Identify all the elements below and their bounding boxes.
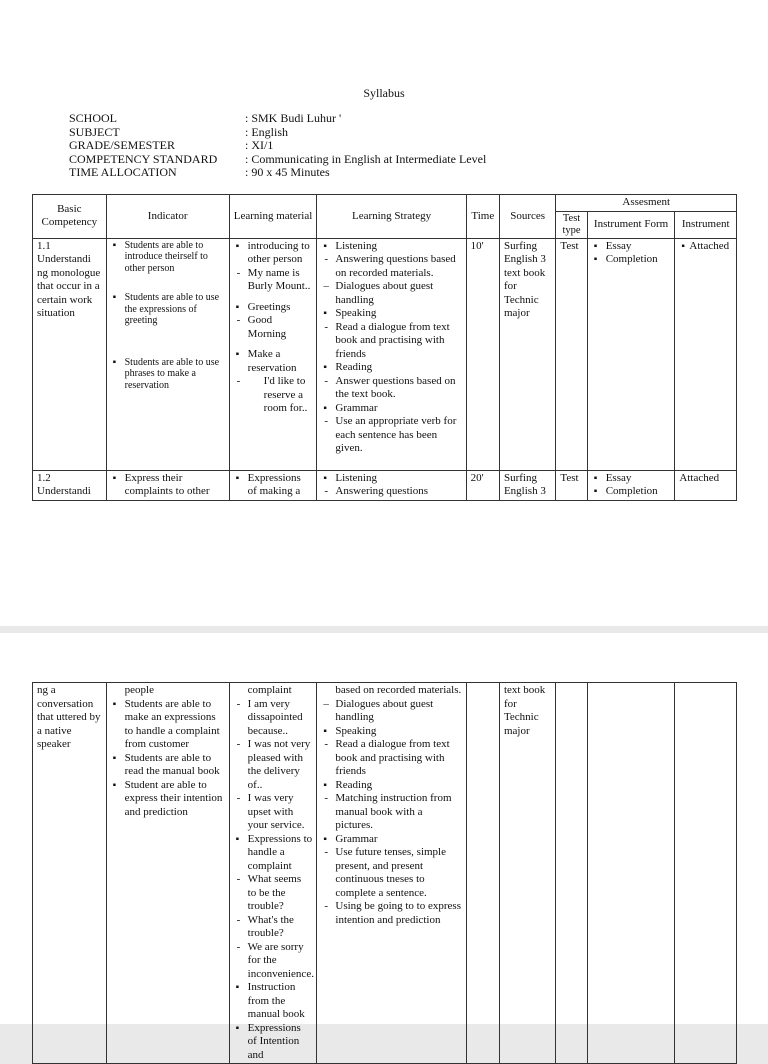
table-row: [33, 470, 737, 500]
learning-strategy-cell: [317, 470, 466, 500]
list-item: ▪ Grammar: [321, 833, 461, 847]
list-item: [234, 375, 313, 416]
meta-row-grade: [69, 139, 486, 153]
list-item: ▪ Reading: [321, 779, 461, 793]
instrument-cell: [675, 238, 737, 470]
header-basic-competency: Basic Competency: [33, 195, 107, 239]
indicator-cell: [106, 238, 229, 470]
syllabus-table: [32, 194, 737, 501]
list-item: ▪ Listening: [321, 472, 461, 486]
list-item: ▪ Students are able to use phrases to make a reservation: [111, 357, 225, 392]
meta-value: : Communicating in English at Intermediate Level: [245, 151, 487, 166]
list-item: - Answering questions: [321, 485, 461, 499]
meta-key: SCHOOL: [69, 111, 118, 125]
meta-value: : 90 x 45 Minutes: [245, 165, 330, 179]
header-test-type: Test type: [556, 211, 587, 238]
indicator-cell: [106, 683, 229, 1064]
list-item: ▪ Make a reservation: [234, 348, 313, 375]
learning-material-cell: [229, 470, 317, 500]
list-item: ▪ Expressions to handle a complaint: [234, 833, 313, 874]
list-item: ▪ Listening: [321, 240, 461, 254]
list-item: ▪ Student are able to express their intention and prediction: [111, 779, 225, 820]
list-item: ▪ Students are able to make an expressions to handle a complaint from customer: [111, 698, 225, 752]
sources-cell: Surfing English 3: [499, 470, 555, 500]
header-sources: Sources: [499, 195, 555, 239]
meta-value: : English: [245, 124, 289, 139]
meta-row-competency: [69, 153, 486, 167]
list-item: - Good Morning: [234, 314, 313, 341]
meta-row-time: [69, 166, 486, 180]
time-cell: [466, 683, 499, 1064]
test-type-cell: Test: [556, 470, 587, 500]
list-item: ▪ Speaking: [321, 307, 461, 321]
meta-key: GRADE/SEMESTER: [69, 138, 176, 152]
material-detail: I'd like to reserve a room for..: [263, 375, 308, 414]
list-item: – Dialogues about guest handling: [321, 280, 461, 307]
list-item: ▪ Reading: [321, 361, 461, 375]
learning-material-cell: [229, 238, 317, 470]
list-item: - I was very upset with your service.: [234, 792, 313, 833]
instrument-cell: [675, 683, 737, 1064]
header-learning-strategy: Learning Strategy: [317, 195, 466, 239]
meta-key: SUBJECT: [69, 124, 120, 139]
instrument-form-cell: [587, 470, 675, 500]
list-item: complaint: [247, 684, 292, 696]
table-row: [33, 683, 737, 1064]
list-item: ▪ introducing to other person: [234, 240, 313, 267]
instrument-cell: Attached: [675, 470, 737, 500]
list-item: - Matching instruction from manual book with a pictures.: [321, 792, 461, 833]
list-item: ▪ Completion: [592, 253, 671, 267]
spacer: [111, 327, 225, 357]
list-item: ▪ Speaking: [321, 725, 461, 739]
basic-competency-cell: ng a conversation that uttered by a native speaker: [33, 683, 107, 1064]
time-cell: 10': [466, 238, 499, 470]
header-instrument-form: Instrument Form: [587, 211, 675, 238]
list-item: based on recorded materials.: [335, 684, 462, 696]
spacer: [234, 341, 313, 348]
spacer: [111, 274, 225, 292]
list-item: ▪ Instruction from the manual book: [234, 981, 313, 1022]
meta-value: : SMK Budi Luhur ': [245, 111, 342, 125]
list-item: - What's the trouble?: [234, 914, 313, 941]
time-cell: 20': [466, 470, 499, 500]
indicator-cell: [106, 470, 229, 500]
list-item: - Read a dialogue from text book and practising with friends: [321, 738, 461, 779]
list-item: - My name is Burly Mount..: [234, 267, 313, 294]
sources-cell: text book for Technic major: [499, 683, 555, 1064]
header-learning-material: Learning material: [229, 195, 317, 239]
page-2: [0, 633, 768, 1061]
test-type-cell: Test: [556, 238, 587, 470]
syllabus-table-continued: [32, 682, 737, 1064]
instrument-form-cell: [587, 683, 675, 1064]
basic-competency-cell: 1.1 Understandi ng monologue that occur in a certain work situation: [33, 238, 107, 470]
list-item: ▪ Greetings: [234, 301, 313, 315]
list-item: - Use future tenses, simple present, and present continuous tneses to complete a sentence.: [321, 846, 461, 900]
list-item: - Read a dialogue from text book and practising with friends: [321, 321, 461, 362]
instrument-form-cell: [587, 238, 675, 470]
list-item: ▪ Grammar: [321, 402, 461, 416]
list-item: ▪ Students are able to use the expressions of greeting: [111, 292, 225, 327]
sources-cell: Surfing English 3 text book for Technic major: [499, 238, 555, 470]
list-item: ▪ Expressions of Intention and: [234, 1022, 313, 1063]
header-time: Time: [466, 195, 499, 239]
list-item: people: [124, 684, 154, 696]
meta-row-subject: [69, 126, 486, 140]
meta-row-school: [69, 112, 486, 126]
list-item: - Answering questions based on recorded materials.: [321, 253, 461, 280]
list-item: - Answer questions based on the text book.: [321, 375, 461, 402]
table-row: [33, 238, 737, 470]
list-item: ▪ Express their complaints to other: [111, 472, 225, 499]
list-item: ▪ Essay: [592, 472, 671, 486]
list-item: ▪ Expressions of making a: [234, 472, 313, 499]
meta-key: COMPETENCY STANDARD: [69, 151, 218, 166]
meta-value: : XI/1: [245, 138, 274, 152]
list-item: - We are sorry for the inconvenience.: [234, 941, 313, 982]
list-item: ▪ Students are able to introduce theirself to other person: [111, 240, 225, 275]
list-item: ▪ Students are able to read the manual book: [111, 752, 225, 779]
list-item: - What seems to be the trouble?: [234, 873, 313, 914]
list-item: ▪ Attached: [679, 240, 732, 254]
header-assessment: Assesment: [556, 195, 737, 212]
list-item: - I am very dissapointed because..: [234, 698, 313, 739]
list-item: – Dialogues about guest handling: [321, 698, 461, 725]
list-item: - I was not very pleased with the delivery of..: [234, 738, 313, 792]
header-indicator: Indicator: [106, 195, 229, 239]
learning-strategy-cell: [317, 683, 466, 1064]
spacer: [234, 294, 313, 301]
learning-strategy-cell: [317, 238, 466, 470]
learning-material-cell: [229, 683, 317, 1064]
meta-key: TIME ALLOCATION: [69, 165, 177, 179]
test-type-cell: [556, 683, 587, 1064]
list-item: ▪ Essay: [592, 240, 671, 254]
document-title: Syllabus: [363, 86, 405, 100]
list-item: ▪ Completion: [592, 485, 671, 499]
list-item: - Use an appropriate verb for each sentence has been given.: [321, 415, 461, 456]
header-instrument: Instrument: [675, 211, 737, 238]
basic-competency-cell: 1.2 Understandi: [33, 470, 107, 500]
syllabus-meta: [69, 112, 486, 180]
list-item: - Using be going to to express intention and prediction: [321, 900, 461, 927]
